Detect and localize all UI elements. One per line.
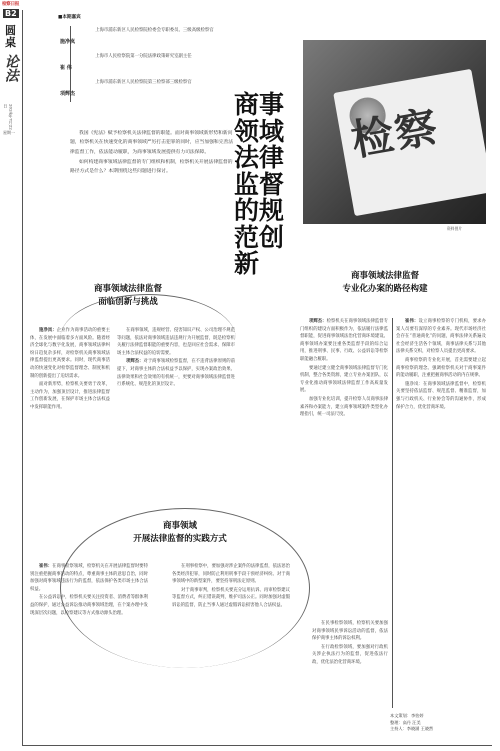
section3-paragraph [172, 563, 290, 586]
intro-paragraph: 如何构建商事领域法律监督的专门组织和机制，检察机关开展法律监督的路径方式是什么？本期围绕这些问题进行探讨。 [70, 160, 233, 175]
paragraph-text: 在公益诉讼中，检察机关要关注投资者、消费者等群体利益的保护，通过公益诉讼推动商事领域治理，在个案办理中发现深层次问题，以检察建议等方式推动源头治理。 [30, 595, 148, 616]
guest-2-name: 崔 伟 [60, 65, 72, 71]
section1-col2 [117, 327, 235, 457]
section2-col2 [396, 318, 486, 708]
section1-paragraph [30, 381, 110, 411]
section3-title [95, 520, 265, 546]
paragraph-text: 检察机关在商事领域法律监督专门组织的建设方面积极作为，依法履行法律监督职能，促进商事领域法治化营商环境建设。商事领域办案要注重各类监督手段的综合运用，推进刑事、民事、行政、公益诉讼等检察职能融合履职。 [300, 319, 388, 362]
section1-col1 [30, 327, 110, 497]
guest-3-desc: 上海市浦东新区人民检察院第三检察部三级检察官 [95, 80, 192, 85]
guest-2 [60, 54, 230, 73]
credit-line: 整理：高丹 汪美 [390, 719, 421, 725]
section3-col1 [30, 563, 148, 743]
section2-title [300, 270, 470, 296]
guest-1-desc: 上海市浦东新区人民检察院检委会专职委员、三级高级检察官 [95, 28, 214, 33]
section3-paragraph [172, 587, 290, 610]
paragraph-text: 对于商事领域检察监督，在不违背法律原则的前提下，对商事主体的合法权益予以保护，实现办案政治效果、法律效果和社会效果的有机统一，更要对商事领域法律监督进行系统化、规范化的顶层设计。 [117, 359, 235, 388]
guest-1 [60, 28, 230, 47]
section2-col1 [300, 318, 388, 613]
section3-title-line1: 商事领域 [162, 521, 197, 531]
photo-word: 检察 [347, 101, 443, 166]
section2-paragraph [300, 396, 388, 419]
paragraph-text: 商事检察的专业化开展，首先需要建立起商事检察的理念。强调检察机关对于商事案件的能动履职，注重把握商事活动的内在规律。 [396, 357, 486, 379]
section3-paragraph [312, 620, 388, 643]
section1-paragraph [117, 327, 235, 357]
column-name: 圆桌 [5, 24, 16, 50]
speaker-name: 崔伟： [39, 564, 53, 569]
section2-title-line1: 商事领域法律监督 [350, 271, 419, 281]
intro-paragraph: 我国《宪法》赋予检察机关法律监督的职能。面对商事领域新形势和新问题，检察机关在快速变化的商事领域严厉打击犯罪的同时，应当加强和完善法律监督工作，依法能动履职，为商事领域发展提供有力司法保障。 [70, 131, 234, 155]
section2-divider [392, 318, 393, 708]
section3-title-line2: 开展法律监督的实践方式 [133, 533, 227, 544]
issue-date [3, 104, 15, 135]
section2-paragraph [396, 318, 486, 356]
guest-1-name: 施净岚 [60, 39, 76, 45]
guest-3 [60, 80, 230, 99]
section3-paragraph [312, 644, 388, 667]
paragraph-text: 在行政检察领域，要加强对行政机关涉企执法行为的监督，促进依法行政，优化法治化营商环境。 [312, 644, 388, 665]
section3-paragraph [30, 594, 148, 617]
section3-col3 [312, 620, 388, 715]
main-headline: 商事领域法律监督的规范创新 [234, 90, 285, 278]
section1-title-line2: 面临创新与挑战 [98, 296, 158, 307]
paragraph-text: 对于商事审判，检察机关要充分运用抗诉、再审检察建议等监督方式，纠正错误裁判，维护司法公正。同时加强对虚假诉讼的监督，防止当事人通过虚假诉讼损害他人合法权益。 [172, 587, 290, 608]
section2-paragraph [396, 381, 486, 411]
section1-paragraph [30, 327, 110, 380]
editor-credit [390, 713, 433, 733]
guest-2-desc: 上海市人民检察院第一分院法律政策研究室副主任 [95, 54, 192, 59]
guests-heading: ■本期嘉宾 [58, 15, 81, 20]
credit-line: 本文策划：李怡婷 [390, 713, 424, 718]
date-text: 2024年7月22日 [3, 104, 14, 130]
section2-paragraph [300, 318, 388, 364]
paragraph-text: 施净岚：在商事领域法律监督中，检察机关要坚持依法监督、规范监督、精准监督，加强与行政机关、行业协会等的沟通协作，形成保护合力，优化营商环境。 [396, 381, 486, 410]
weekday-text: 星期一 [3, 130, 15, 135]
intro-text [70, 129, 236, 178]
paragraph-text: 在商事检察领域，检察机关在开展法律监督时要特别注重把握商事活动的特点，尊重商事主体的意思自治，同时加强对商事领域违法行为的监督，依法保护各类市场主体合法权益。 [30, 564, 148, 592]
bottom-rule [22, 745, 492, 746]
section2-paragraph [300, 365, 388, 395]
paragraph-text: 要通过建立健全商事领域法律监督专门化机制，整合各类资源，建立专业办案团队，以专业化推动商事领域法律监督工作高质量发展。 [300, 365, 388, 394]
photo-card [333, 69, 486, 216]
newspaper-logo: 检察日报 [2, 2, 20, 7]
paragraph-text: 加强专业化培训，提升检察人员商事法律素养和办案能力，建立商事领域案件类型化办理指引，统一司法尺度。 [300, 396, 388, 418]
page-number: B2 [5, 9, 17, 18]
paragraph-text: 在商事领域，违规经营、侵害知识产权、公司治理不规范等问题，依法对商事领域违法违规行为开展监督，既是检察机关履行法律监督职能的重要内容，也是回应社会需求、保障市场主体合法权益的迫切需要。 [117, 328, 235, 356]
speaker-name: 崔伟： [405, 319, 419, 324]
illustration-photo [303, 40, 486, 224]
paragraph-text: 企业作为商事活动的重要主体，在发展中面临着多方面风险。随着经济全球化与数字化发展，商事领域法律纠纷日趋复杂多样，对检察机关商事领域法律监督提出更高要求。同时，现代商事活动的快速变化对检察监督理念、制度和机制的创新提出了迫切需求。 [30, 328, 110, 379]
paragraph-text: 在刑事检察中，要加强对涉企案件的法律监督，依法惩治各类经济犯罪，同时防止利用刑事手段干预经济纠纷。对于商事领域中的新型案件，要坚持罪刑法定原则。 [172, 564, 290, 585]
credit-line: 主持人：李晓涵 王晓然 [390, 726, 434, 732]
paragraph-text: 面对新形势，检察机关要勇于改革，主动作为，加强顶层设计，推进法律监督工作创新发展，在保护市场主体合法权益中发挥职能作用。 [30, 382, 110, 410]
speaker-name: 项辉杰： [309, 319, 327, 324]
guest-3-name: 项辉杰 [60, 91, 76, 97]
section3-col2 [172, 563, 290, 743]
photo-credit: 资料图片 [447, 226, 463, 231]
column-subname: 论法 [2, 54, 19, 82]
section2-paragraph [396, 357, 486, 380]
paragraph-text: 在民事检察领域，检察机关要加强对商事领域民事诉讼活动的监督，依法保护商事主体的诉讼权利。 [312, 621, 388, 642]
section1-title-line1: 商事领域法律监督 [93, 284, 162, 294]
section2-title-line2: 专业化办案的路径构建 [342, 283, 428, 294]
paragraph-text: 设立商事检察的专门机构，要求办案人员要有深厚的专业素养。现代市场经济社会存在“普通商化”的问题，商事法律关系遍及社会经济生活各个领域，商事法律关系与其他法律关系交织，对检察人员提出更高要求。 [396, 319, 486, 355]
left-margin-rule [22, 10, 23, 745]
speaker-name: 项辉杰： [126, 359, 144, 365]
speaker-name: 施净岚： [39, 328, 57, 333]
section3-paragraph [30, 563, 148, 593]
section1-paragraph [117, 358, 235, 388]
